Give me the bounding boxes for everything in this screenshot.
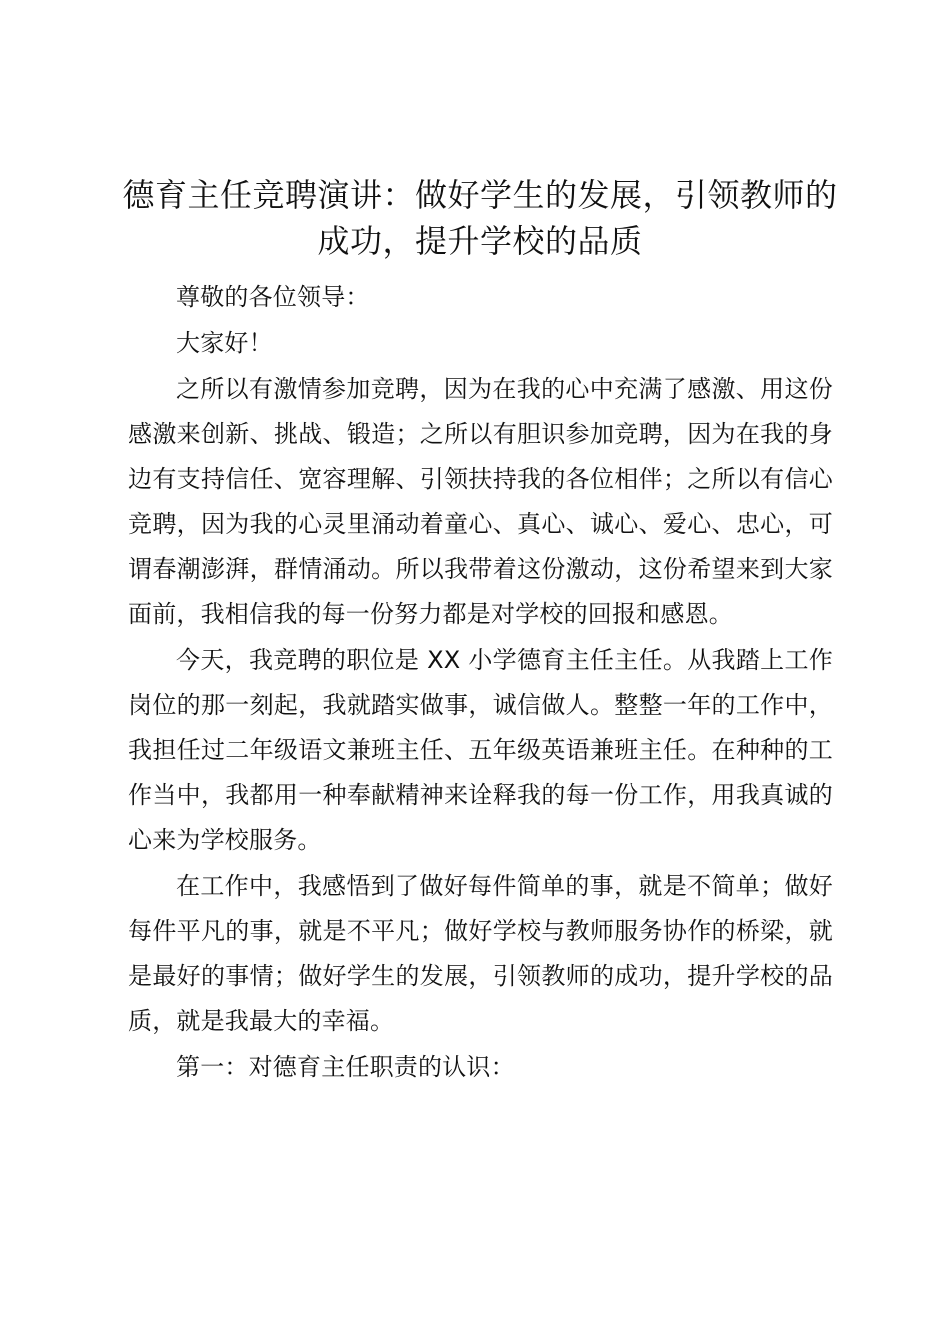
document-title: 德育主任竞聘演讲：做好学生的发展，引领教师的成功，提升学校的品质 [122,176,838,260]
document-body [128,275,833,1091]
salutation: 尊敬的各位领导： [176,283,370,311]
greeting: 大家好！ [176,329,273,357]
paragraph-position: 今天，我竞聘的职位是 XX 小学德育主任主任。从我踏上工作岗位的那一刻起，我就踏实做事，诚信做人。整整一年的工作中，我担任过二年级语文兼班主任、五年级英语兼班主任。在种种的工作当中，我都用一种奉献精神来诠释我的每一份工作，用我真诚的心来为学校服务。 [128,646,833,854]
paragraph-insight: 在工作中，我感悟到了做好每件简单的事，就是不简单；做好每件平凡的事，就是不平凡；做好学校与教师服务协作的桥梁，就是最好的事情；做好学生的发展，引领教师的成功，提升学校的品质，就是我最大的幸福。 [128,872,833,1035]
paragraph-motivation: 之所以有激情参加竞聘，因为在我的心中充满了感激、用这份感激来创新、挑战、锻造；之所以有胆识参加竞聘，因为在我的身边有支持信任、宽容理解、引领扶持我的各位相伴；之所以有信心竞聘，因为我的心灵里涌动着童心、真心、诚心、爱心、忠心，可谓春潮澎湃，群情涌动。所以我带着这份激动，这份希望来到大家面前，我相信我的每一份努力都是对学校的回报和感恩。 [128,375,833,628]
section-heading-first: 第一：对德育主任职责的认识： [176,1053,515,1081]
